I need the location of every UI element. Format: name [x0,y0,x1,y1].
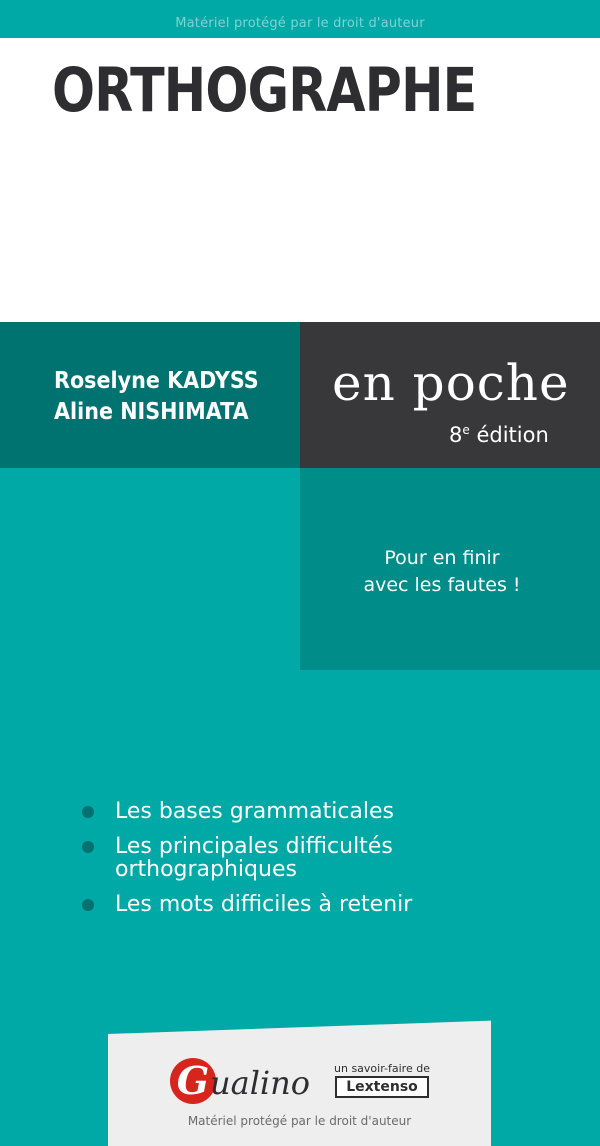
edition-word: édition [476,423,549,447]
book-title: ORTHOGRAPHE [52,55,477,126]
bullet-icon [82,899,94,911]
tagline-line-2: avec les fautes ! [363,574,521,596]
tagline [300,545,584,599]
publisher-tagline: un savoir-faire de [334,1062,430,1075]
authors-band [0,322,300,468]
feature-text: Les bases grammaticales [115,799,395,824]
feature-item [82,835,562,881]
watermark-bottom: Matériel protégé par le droit d'auteur [187,1114,412,1128]
lextenso-logo: Lextenso [335,1076,429,1098]
logo-initial: G [170,1058,216,1104]
bullet-icon [82,841,94,853]
feature-text: Les mots difficiles à retenir [115,892,413,917]
feature-list [82,800,562,928]
feature-item [82,893,562,916]
edition-sup: e [462,423,470,437]
feature-item [82,800,562,823]
author-2: Aline NISHIMATA [54,399,249,425]
tagline-line-1: Pour en finir [384,547,500,569]
edition-label [449,423,549,447]
author-1: Roselyne KADYSS [54,368,259,394]
gualino-logo [170,1058,330,1104]
collection-name: en poche [332,354,570,412]
watermark-top: Matériel protégé par le droit d'auteur [175,16,425,31]
logo-text: ualino [210,1064,311,1102]
feature-text: Les principales difficultés orthographiques [115,834,393,882]
bullet-icon [82,806,94,818]
edition-number: 8 [449,423,463,447]
